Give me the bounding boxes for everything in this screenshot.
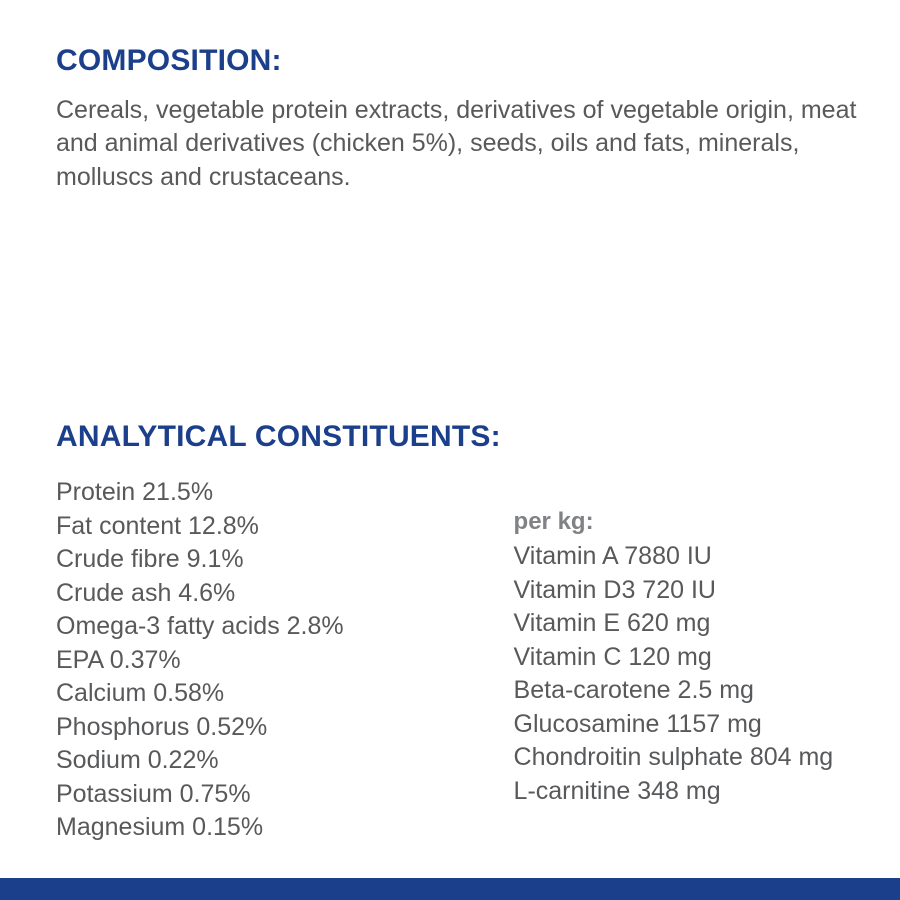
footer-bar [0, 878, 900, 900]
list-item: EPA 0.37% [56, 645, 181, 674]
list-item: Magnesium 0.15% [56, 813, 264, 841]
list-item: Glucosamine 1157 mg [513, 709, 762, 738]
list-item: Beta-carotene 2.5 mg [513, 676, 754, 705]
list-item: Fat content 12.8% [56, 511, 259, 540]
composition-heading: COMPOSITION: [56, 44, 282, 77]
list-item: Vitamin C 120 mg [513, 642, 712, 671]
composition-text: Cereals, vegetable protein extracts, derivatives of vegetable origin, meat and animal derivatives (chicken 5%), seeds, oils and fats, minerals, molluscs and crustaceans. [56, 96, 857, 191]
analytical-constituents-section [56, 420, 864, 845]
list-item: L-carnitine 348 mg [513, 776, 721, 805]
list-item: Calcium 0.58% [56, 679, 225, 707]
composition-section [56, 44, 864, 194]
list-item: Protein 21.5% [56, 478, 214, 506]
list-item: Vitamin D3 720 IU [513, 575, 716, 604]
list-item: Phosphorus 0.52% [56, 712, 268, 741]
list-item: Omega-3 fatty acids 2.8% [56, 612, 344, 640]
constituents-columns [56, 476, 864, 845]
list-item: Potassium 0.75% [56, 779, 251, 808]
analytical-constituents-heading: ANALYTICAL CONSTITUENTS: [56, 420, 501, 453]
list-item: Vitamin E 620 mg [513, 609, 711, 638]
list-item: Chondroitin sulphate 804 mg [513, 743, 834, 772]
list-item: Crude fibre 9.1% [56, 545, 244, 573]
list-item: Sodium 0.22% [56, 746, 219, 774]
list-item: Crude ash 4.6% [56, 578, 236, 607]
constituents-left-column [56, 476, 514, 845]
list-item: Vitamin A 7880 IU [513, 542, 712, 571]
nutrient-list-left [56, 476, 514, 845]
nutrient-list-right [514, 540, 864, 808]
per-kg-label: per kg: [513, 508, 594, 535]
constituents-right-column [514, 476, 864, 808]
